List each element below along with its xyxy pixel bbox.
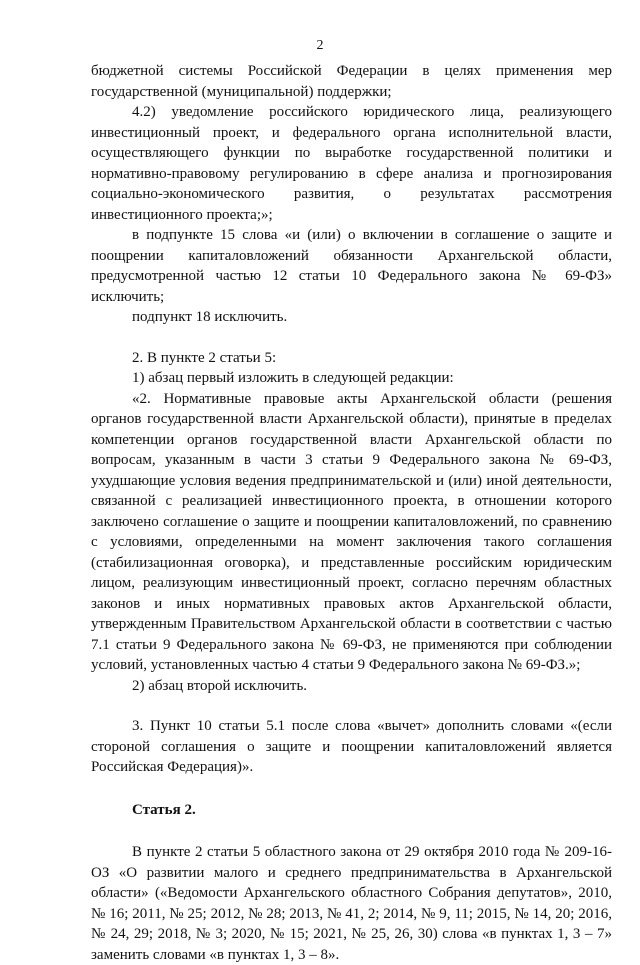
paragraph-point-3: 3. Пункт 10 статьи 5.1 после слова «вычет» дополнить словами «(если стороной соглашения о защите и поощрении капиталовложений является Российская Федерация)». bbox=[91, 718, 612, 775]
spacer bbox=[91, 778, 612, 800]
paragraph-second-abzac: 2) абзац второй исключить. bbox=[132, 677, 308, 694]
paragraph-article-2: В пункте 2 статьи 5 областного закона от 29 октября 2010 года № 209-16-ОЗ «О развитии малого и среднего предпринимательства в Архангельской области» («Ведомости Архангельского областного Собрания депутатов», 2010, № 16; 2011, № 25; 2012, № 28; 2013, № 41, 2; 2014, № 9, 11; 2015, № 14, 20; 2016, № 24, 29; 2018, № 3; 2020, № 15; 2021, № 25, 26, 30) слова «в пунктах 1, 3 – 7» заменить словами «в пунктах 1, 3 – 8». bbox=[91, 844, 612, 963]
spacer bbox=[91, 328, 612, 348]
paragraph-point-2: 2. В пункте 2 статьи 5: bbox=[132, 349, 277, 366]
spacer bbox=[91, 820, 612, 842]
paragraph-subpoint-18: подпункт 18 исключить. bbox=[132, 309, 288, 325]
paragraph-subpoint-15: в подпункте 15 слова «и (или) о включении в соглашение о защите и поощрении капиталовложений обязанности Архангельской области, предусмотренной частью 12 статьи 10 Федерального закона № 69-ФЗ» исключить; bbox=[91, 227, 612, 305]
paragraph-continuation: бюджетной системы Российской Федерации в целях применения мер государственной (муниципальной) поддержки; bbox=[91, 63, 612, 100]
page-number: 2 bbox=[316, 38, 324, 53]
spacer bbox=[91, 696, 612, 716]
paragraph-4-2: 4.2) уведомление российского юридического лица, реализующего инвестиционный проект, и федерального органа исполнительной власти, осуществляющего функции по выработке государственной политики и нормативно-правовому регулированию в сфере анализа и прогнозирования социально-экономического развития, о результатах рассмотрения инвестиционного проекта;»; bbox=[91, 104, 612, 223]
paragraph-new-wording: «2. Нормативные правовые акты Архангельской области (решения органов государственной власти Архангельской области), принятые в пределах компетенции органов государственной власти Архангельской области по вопросам, указанным в части 3 статьи 9 Федерального закона № 69-ФЗ, ухудшающие условия ведения предпринимательской и (или) иной деятельности, связанной с реализацией инвестиционного проекта, в отношении которого заключено соглашение о защите и поощрении капиталовложений, по сравнению с условиями, определенными на момент заключения такого соглашения (стабилизационная оговорка), и представленные российским юридическим лицом, реализующим инвестиционный проект, согласно перечням областных законов и иных нормативных правовых актов Архангельской области, утвержденным Правительством Архангельской области в соответствии с частью 7.1 статьи 9 Федерального закона № 69-ФЗ, не применяются при соблюдении условий, установленных частью 4 статьи 9 Федерального закона № 69-ФЗ.»; bbox=[91, 390, 612, 673]
paragraph-first-abzac: 1) абзац первый изложить в следующей редакции: bbox=[132, 370, 454, 386]
document-body bbox=[91, 61, 612, 965]
article-heading: Статья 2. bbox=[132, 801, 196, 818]
